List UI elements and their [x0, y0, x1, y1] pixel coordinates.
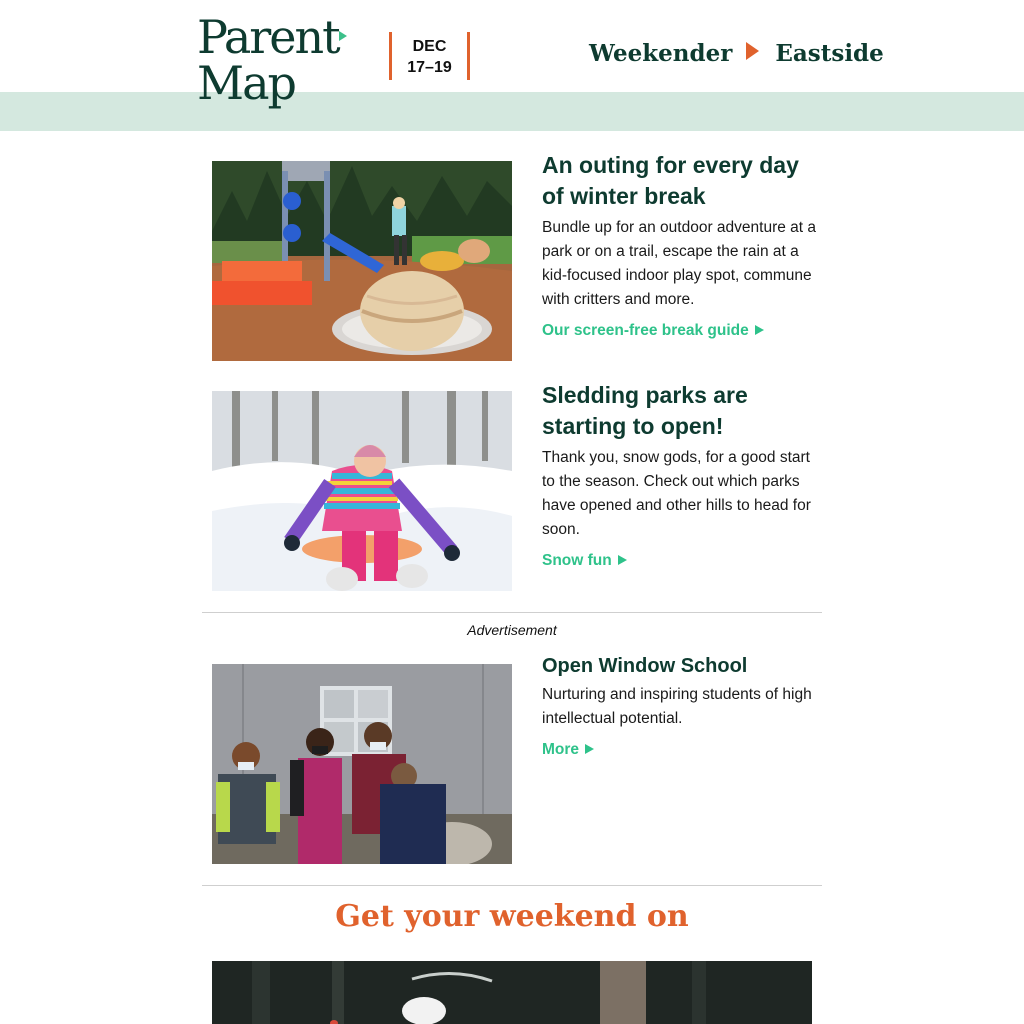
story-image-sledding[interactable]: [212, 391, 512, 591]
story-body: Bundle up for an outdoor adventure at a park or on a trail, escape the rain at a kid-focused indoor play spot, commune with critters and more.: [542, 219, 817, 308]
ad-image-school[interactable]: [212, 664, 512, 864]
story-body: Thank you, snow gods, for a good start to the season. Check out which parks have opened and other hills to head for soon.: [542, 449, 811, 538]
story-title[interactable]: Sledding parks are starting to open!: [542, 382, 748, 439]
divider: [202, 885, 822, 886]
logo-line-1: Parent: [197, 10, 339, 64]
section-heading: Get your weekend on: [335, 899, 689, 934]
logo-line-2: Map: [197, 56, 295, 110]
story-sledding: [542, 380, 824, 570]
advertisement-label: Advertisement: [467, 622, 557, 638]
play-arrow-icon: [585, 744, 594, 754]
link-label: More: [542, 741, 580, 758]
screen-free-guide-link[interactable]: [542, 322, 764, 340]
issue-date: [389, 32, 470, 80]
ad-body: Nurturing and inspiring students of high intellectual potential.: [542, 686, 812, 727]
link-label: Our screen-free break guide: [542, 322, 749, 339]
edition-title: [589, 39, 884, 69]
play-arrow-icon: [618, 555, 627, 565]
divider: [202, 612, 822, 613]
story-winter-break: [542, 150, 824, 340]
play-arrow-icon: [755, 325, 764, 335]
parentmap-logo[interactable]: [197, 10, 339, 110]
issue-date-month: DEC: [412, 38, 447, 55]
logo-arrow-icon: [339, 31, 347, 41]
ad-more-link[interactable]: [542, 741, 594, 759]
snow-fun-link[interactable]: [542, 552, 627, 570]
story-image-playground[interactable]: [212, 161, 512, 361]
weekend-feature-image[interactable]: [212, 961, 812, 1024]
ad-open-window-school: [542, 653, 824, 759]
issue-date-range: 17–19: [407, 59, 452, 76]
ad-title[interactable]: Open Window School: [542, 655, 748, 677]
edition-region: Eastside: [775, 40, 884, 67]
header-band: [0, 92, 1024, 131]
story-title[interactable]: An outing for every day of winter break: [542, 152, 799, 209]
edition-name: Weekender: [589, 40, 733, 67]
play-arrow-icon: [746, 42, 759, 60]
link-label: Snow fun: [542, 552, 612, 569]
